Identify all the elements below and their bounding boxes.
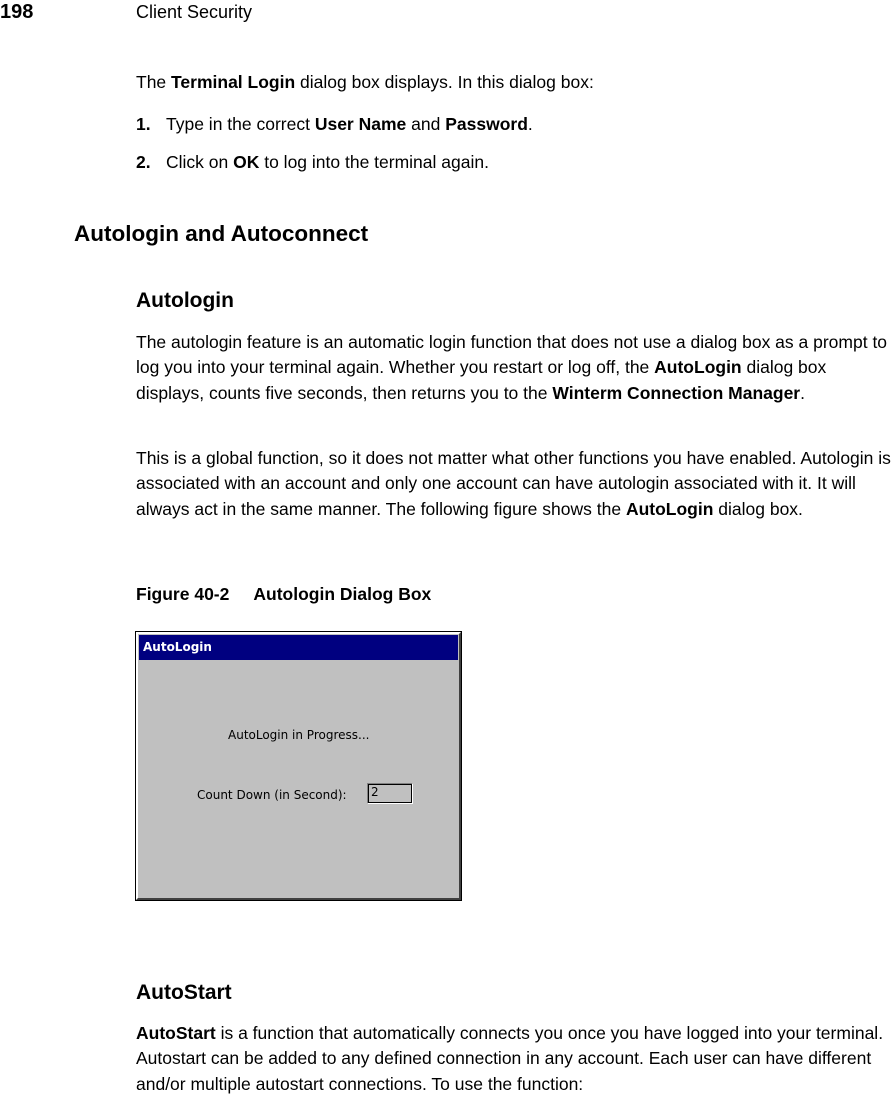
autologin-paragraph-1: [136, 330, 892, 406]
countdown-field: 2: [367, 783, 413, 804]
autostart-paragraph: [136, 1021, 892, 1097]
step-emphasis: Password: [445, 114, 528, 134]
step-text: Type in the correct: [166, 114, 315, 134]
step-number: 1.: [136, 114, 151, 134]
paragraph-text: dialog box displays, counts five seconds, then returns you to the: [136, 357, 827, 403]
page-number: 198: [0, 1, 34, 23]
paragraph-emphasis: AutoStart: [136, 1023, 216, 1043]
running-header: Client Security: [136, 2, 253, 22]
figure-title: Autologin Dialog Box: [253, 584, 432, 604]
paragraph-emphasis: AutoLogin: [654, 357, 742, 378]
intro-text: The: [136, 72, 172, 92]
step-number: 2.: [136, 152, 151, 172]
dialog-body: [139, 661, 458, 897]
figure-number: Figure 40-2: [136, 584, 230, 604]
step-emphasis: OK: [233, 152, 260, 172]
autologin-dialog: [136, 632, 461, 900]
step-1: [136, 112, 892, 137]
step-text: .: [527, 114, 533, 134]
dialog-title-bar: AutoLogin: [139, 635, 458, 660]
intro-emphasis: Terminal Login: [171, 72, 296, 92]
autostart-heading: AutoStart: [136, 981, 232, 1004]
intro-text: dialog box displays. In this dialog box:: [295, 72, 594, 92]
paragraph-text: .: [800, 382, 805, 403]
autologin-paragraph-2: [136, 446, 892, 522]
step-text: to log into the terminal again.: [259, 152, 489, 172]
paragraph-emphasis: Winterm Connection Manager: [552, 382, 801, 403]
section-heading: Autologin and Autoconnect: [74, 221, 369, 246]
step-2: [136, 150, 892, 175]
step-text: and: [406, 114, 446, 134]
intro-paragraph: [136, 70, 892, 95]
paragraph-text: This is a global function, so it does not matter what other functions you have enabled. Autologin is associated with an account and only one account can have autologin associated with it. It will always act in the same manner. The following figure shows the: [136, 448, 891, 519]
paragraph-text: dialog box.: [713, 498, 803, 519]
paragraph-emphasis: AutoLogin: [625, 498, 714, 519]
paragraph-text: The autologin feature is an automatic login function that does not use a dialog box as a prompt to log you into your terminal again. Whether you restart or log off, the: [136, 332, 888, 378]
paragraph-text: is a function that automatically connects you once you have logged into your terminal. Autostart can be added to any defined connection in any account. Each user can have different and/or multiple autostart connections. To use the function:: [136, 1023, 884, 1094]
step-text: Click on: [166, 152, 234, 172]
step-emphasis: User Name: [314, 114, 407, 134]
autologin-heading: Autologin: [136, 289, 234, 312]
countdown-label: Count Down (in Second):: [197, 788, 347, 802]
figure-caption: [136, 582, 431, 606]
progress-label: AutoLogin in Progress...: [228, 728, 370, 742]
